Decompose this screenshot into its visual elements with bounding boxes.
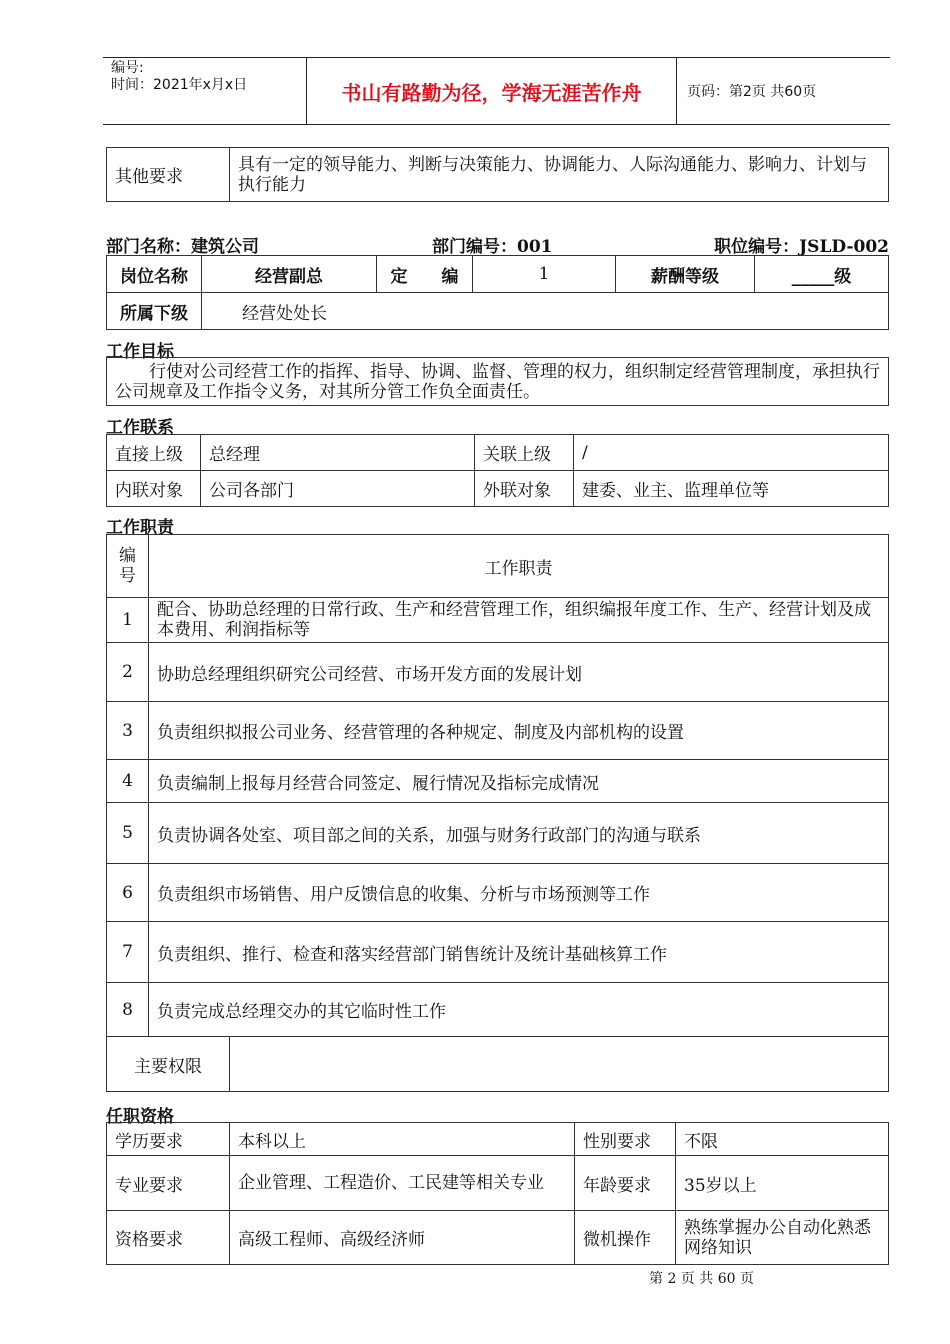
qual-cell: 熟练掌握办公自动化熟悉网络知识 <box>676 1211 889 1265</box>
duty-text: 负责编制上报每月经营合同签定、履行情况及指标完成情况 <box>149 760 889 803</box>
table-row <box>107 760 889 803</box>
header-page-info: 页码：第2页 共60页 <box>687 84 817 100</box>
duty-text: 负责组织拟报公司业务、经营管理的各种规定、制度及内部机构的设置 <box>149 702 889 760</box>
relation-cell: 总经理 <box>201 435 475 471</box>
quota-value: 1 <box>473 256 616 293</box>
qual-cell: 资格要求 <box>107 1211 230 1265</box>
table-row <box>107 864 889 922</box>
relations-row <box>107 471 889 507</box>
dept-name: 部门名称：建筑公司 <box>106 237 259 257</box>
salary-value: _____级 <box>755 256 889 293</box>
table-row <box>107 983 889 1037</box>
qual-cell: 企业管理、工程造价、工民建等相关专业 <box>230 1156 575 1211</box>
authority-value <box>230 1037 889 1092</box>
duty-text: 负责协调各处室、项目部之间的关系，加强与财务行政部门的沟通与联系 <box>149 803 889 864</box>
duty-text: 负责完成总经理交办的其它临时性工作 <box>149 983 889 1037</box>
qual-cell: 专业要求 <box>107 1156 230 1211</box>
dept-code: 部门编号：001 <box>432 237 553 257</box>
duty-no-header <box>107 535 149 598</box>
qual-cell: 本科以上 <box>230 1123 575 1156</box>
relations-row <box>107 435 889 471</box>
quota-label: 定 编 <box>377 256 473 293</box>
duty-text: 配合、协助总经理的日常行政、生产和经营管理工作，组织编报年度工作、生产、经营计划及成本费用、利润指标等 <box>149 598 889 643</box>
qual-cell: 不限 <box>676 1123 889 1156</box>
duty-no: 5 <box>107 803 149 864</box>
duty-col-header: 工作职责 <box>149 535 889 598</box>
table-row <box>107 598 889 643</box>
relation-cell: 公司各部门 <box>201 471 475 507</box>
duty-no-header-text: 编号 <box>119 546 136 586</box>
position-name-value: 经营副总 <box>202 256 377 293</box>
number-label: 编号: <box>111 60 144 76</box>
other-req-label: 其他要求 <box>107 148 230 202</box>
qual-cell: 性别要求 <box>575 1123 676 1156</box>
relation-cell: 关联上级 <box>475 435 574 471</box>
qualifications-table <box>106 1122 889 1265</box>
relation-cell: 建委、业主、监理单位等 <box>574 471 889 507</box>
duty-no: 6 <box>107 864 149 922</box>
dept-line <box>106 232 889 256</box>
goal-text-content: 行使对公司经营工作的指挥、指导、协调、监督、管理的权力，组织制定经营管理制度，承担执行公司规章及工作指令义务，对其所分管工作负全面责任。 <box>115 361 880 402</box>
position-table <box>106 255 889 330</box>
duty-no: 1 <box>107 598 149 643</box>
other-req-value: 具有一定的领导能力、判断与决策能力、协调能力、人际沟通能力、影响力、计划与执行能力 <box>230 148 889 202</box>
duty-text: 负责组织市场销售、用户反馈信息的收集、分析与市场预测等工作 <box>149 864 889 922</box>
relation-cell: / <box>574 435 889 471</box>
subordinate-value: 经营处处长 <box>202 293 889 330</box>
header-left <box>103 58 306 124</box>
qual-cell: 35岁以上 <box>676 1156 889 1211</box>
position-name-label: 岗位名称 <box>107 256 202 293</box>
relation-cell: 外联对象 <box>475 471 574 507</box>
subordinate-label: 所属下级 <box>107 293 202 330</box>
duties-table <box>106 534 889 1092</box>
table-row <box>107 702 889 760</box>
table-row <box>107 922 889 983</box>
position-code: 职位编号：JSLD-002 <box>714 237 889 257</box>
goal-heading: 工作目标 <box>106 342 174 362</box>
authority-label: 主要权限 <box>107 1037 230 1092</box>
duty-no: 3 <box>107 702 149 760</box>
duty-text: 协助总经理组织研究公司经营、市场开发方面的发展计划 <box>149 643 889 702</box>
goal-table <box>106 357 889 406</box>
duty-no: 4 <box>107 760 149 803</box>
duty-no: 2 <box>107 643 149 702</box>
relation-cell: 内联对象 <box>107 471 201 507</box>
other-requirements-table <box>106 147 889 202</box>
relations-heading: 工作联系 <box>106 418 174 438</box>
qual-cell: 高级工程师、高级经济师 <box>230 1211 575 1265</box>
header-motto: 书山有路勤为径，学海无涯苦作舟 <box>306 58 677 124</box>
time-label: 时间：2021年x月x日 <box>111 77 248 93</box>
table-row <box>107 803 889 864</box>
qual-cell: 微机操作 <box>575 1211 676 1265</box>
qual-cell: 学历要求 <box>107 1123 230 1156</box>
relation-cell: 直接上级 <box>107 435 201 471</box>
page-header <box>103 57 890 125</box>
goal-text <box>107 358 889 406</box>
relations-table <box>106 434 889 507</box>
duty-no: 8 <box>107 983 149 1037</box>
qual-cell: 年龄要求 <box>575 1156 676 1211</box>
duties-heading: 工作职责 <box>106 518 174 538</box>
salary-label: 薪酬等级 <box>616 256 755 293</box>
duty-no: 7 <box>107 922 149 983</box>
qualifications-heading: 任职资格 <box>106 1107 174 1127</box>
table-row <box>107 1123 889 1156</box>
page-footer: 第 2 页 共 60 页 <box>649 1271 754 1287</box>
table-row <box>107 1211 889 1265</box>
duty-text: 负责组织、推行、检查和落实经营部门销售统计及统计基础核算工作 <box>149 922 889 983</box>
table-row <box>107 643 889 702</box>
table-row <box>107 1156 889 1211</box>
